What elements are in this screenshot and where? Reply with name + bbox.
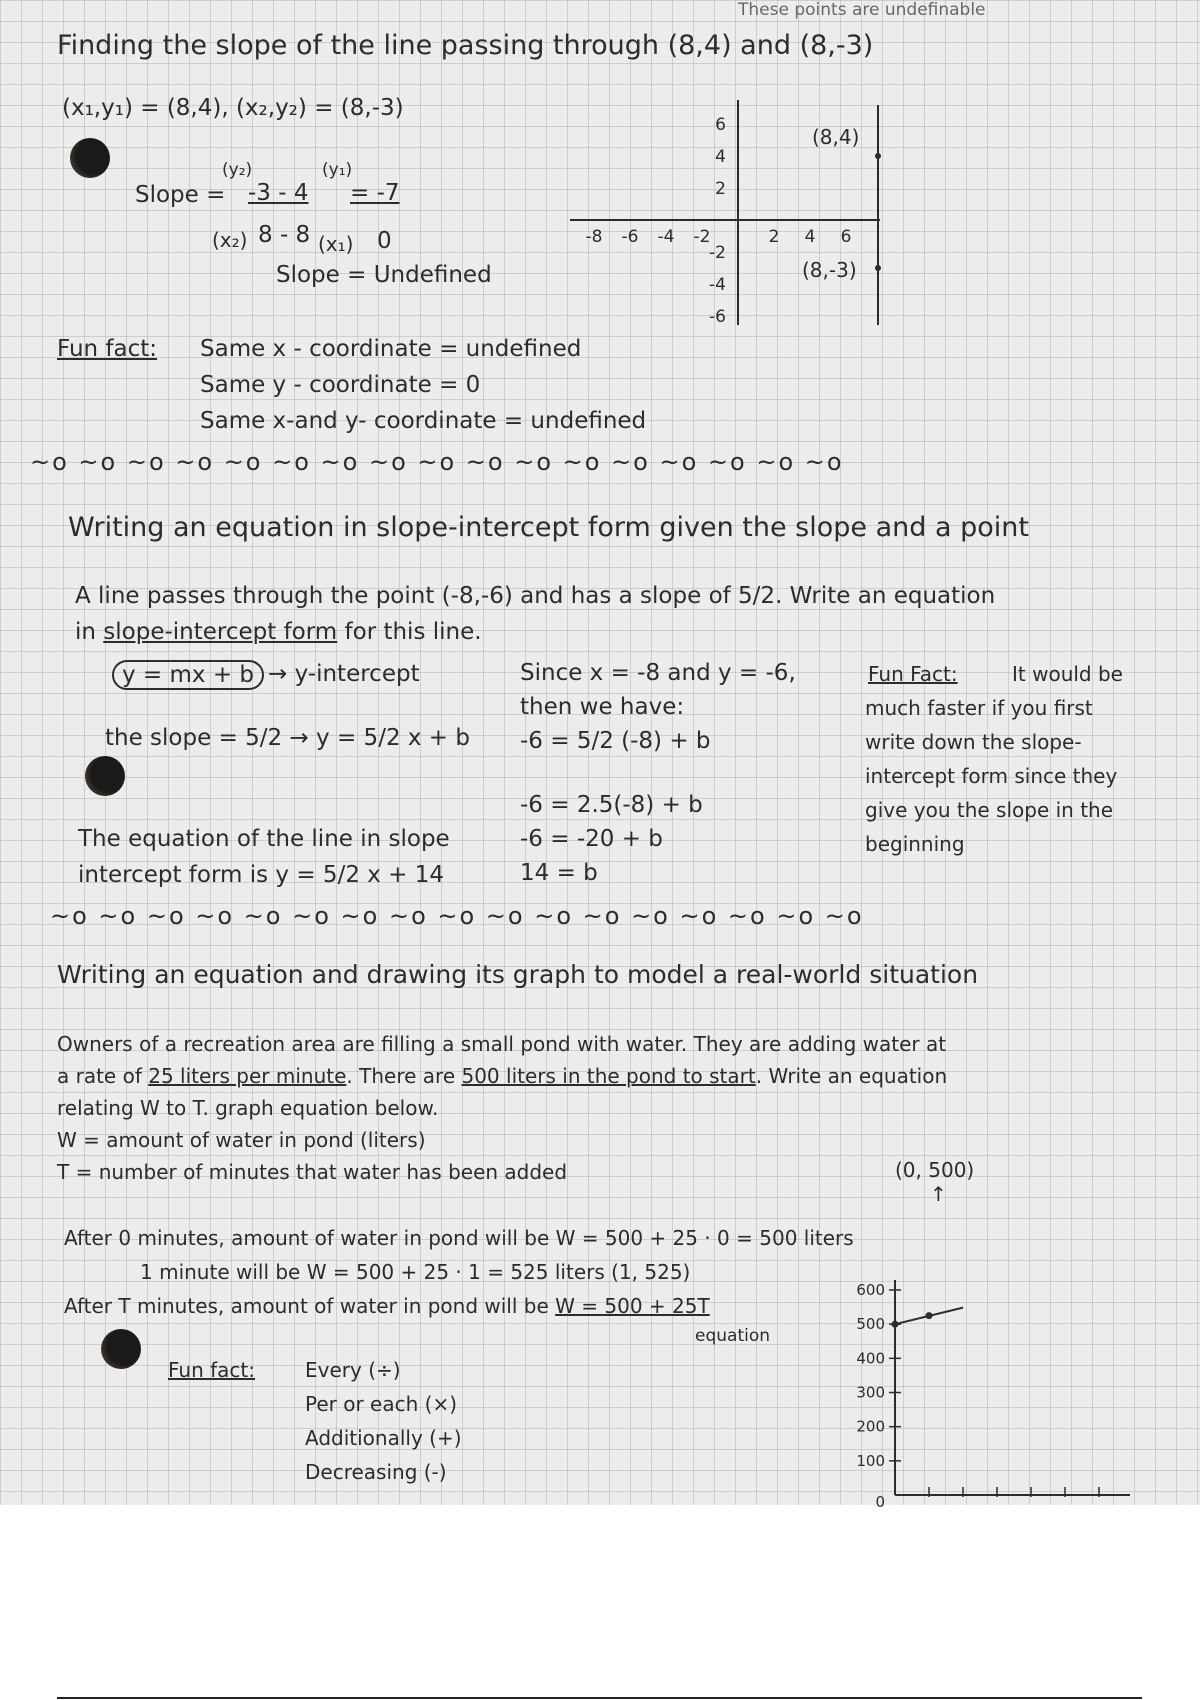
problem3-line-1: Owners of a recreation area are filling a small pond with water. They are adding water at [57, 1032, 947, 1056]
slope-denominator-result: 0 [377, 228, 392, 254]
x-tick-label: -6 [621, 227, 639, 247]
t-definition: T = number of minutes that water has been added [57, 1160, 568, 1184]
fun-fact-2-line: much faster if you first [865, 696, 1093, 720]
points-definition: (x₁,y₁) = (8,4), (x₂,y₂) = (8,-3) [62, 95, 404, 121]
section-divider: ~o ~o ~o ~o ~o ~o ~o ~o ~o ~o ~o ~o ~o ~o ~o ~o ~o [50, 902, 864, 930]
fun-fact-3-line: Every (÷) [305, 1358, 401, 1382]
after-t-minutes: After T minutes, amount of water in pond will be W = 500 + 25T [64, 1294, 710, 1318]
x-tick-label: -4 [657, 227, 675, 247]
fun-fact-2-line: give you the slope in the [865, 798, 1114, 822]
problem-line-1: A line passes through the point (-8,-6) and has a slope of 5/2. Write an equation [75, 583, 996, 609]
up-arrow-icon: ↑ [930, 1182, 947, 1206]
point-b-label: (8,-3) [802, 258, 857, 282]
fun-fact-2-line: It would be [1012, 662, 1123, 686]
after-0-minutes: After 0 minutes, amount of water in pond will be W = 500 + 25 · 0 = 500 liters [64, 1226, 854, 1250]
plot-point [875, 265, 881, 271]
fun-fact-2-line: write down the slope- [865, 730, 1082, 754]
fun-fact-label-2: Fun Fact: [868, 662, 958, 686]
section2-title: Writing an equation in slope-intercept form given the slope and a point [68, 512, 1029, 543]
x-tick-label: 4 [804, 227, 816, 247]
fun-fact-2-line: intercept form since they [865, 764, 1118, 788]
equation-tag: equation [695, 1326, 771, 1346]
work-line: -6 = 2.5(-8) + b [520, 792, 703, 818]
y-tick-label: 100 [856, 1451, 885, 1470]
work-line: then we have: [520, 694, 685, 720]
problem-line-2: in slope-intercept form for this line. [75, 619, 482, 645]
section1-title: Finding the slope of the line passing through (8,4) and (8,-3) [57, 30, 874, 61]
bottom-rule [57, 1697, 1142, 1699]
slope-label: Slope = [135, 182, 226, 208]
x-tick-label: -8 [585, 227, 603, 247]
y-tick-label: -2 [709, 243, 726, 263]
fun-fact-label-1: Fun fact: [57, 336, 158, 362]
x-tick-label: 2 [768, 227, 780, 247]
work-line: -6 = -20 + b [520, 826, 663, 852]
section3-title: Writing an equation and drawing its graph to model a real-world situation [57, 960, 979, 989]
binder-hole [101, 1329, 141, 1369]
x-tick-label: 6 [840, 227, 852, 247]
conclusion-line-2: intercept form is y = 5/2 x + 14 [78, 862, 445, 888]
fun-fact-3-line: Additionally (+) [305, 1426, 462, 1450]
fun-fact-1-line: Same y - coordinate = 0 [200, 372, 481, 398]
conclusion-line-1: The equation of the line in slope [78, 826, 450, 852]
y1-tag: (y₁) [322, 160, 353, 180]
work-line: -6 = 5/2 (-8) + b [520, 728, 711, 754]
origin-label: 0 [875, 1493, 885, 1511]
section-divider: ~o ~o ~o ~o ~o ~o ~o ~o ~o ~o ~o ~o ~o ~o ~o ~o ~o [30, 448, 844, 476]
x2-tag: (x₂) [212, 228, 248, 252]
y-tick-label: 300 [856, 1383, 885, 1402]
plot-point [875, 153, 881, 159]
y-tick-label: -6 [709, 307, 726, 327]
x1-tag: (x₁) [318, 232, 354, 256]
fun-fact-3-line: Per or each (×) [305, 1392, 458, 1416]
y-tick-label: 500 [856, 1315, 885, 1334]
work-line: Since x = -8 and y = -6, [520, 660, 796, 686]
slope-numerator-result: = -7 [350, 180, 400, 206]
problem3-line-3: relating W to T. graph equation below. [57, 1096, 439, 1120]
water-chart [840, 1265, 1140, 1511]
binder-hole [85, 756, 125, 796]
point-label-0-500: (0, 500) [895, 1158, 975, 1182]
slope-substitution: the slope = 5/2 → y = 5/2 x + b [105, 725, 470, 751]
y-tick-label: 4 [715, 147, 726, 167]
fun-fact-1-line: Same x-and y- coordinate = undefined [200, 408, 647, 434]
data-point [892, 1321, 899, 1328]
slope-intercept-formula: y = mx + b [112, 660, 264, 690]
top-note: These points are undefinable [738, 0, 986, 20]
slope-numerator: -3 - 4 [248, 180, 309, 206]
y-tick-label: 400 [856, 1349, 885, 1368]
fun-fact-label-3: Fun fact: [168, 1358, 255, 1382]
work-line: 14 = b [520, 860, 598, 886]
y2-tag: (y₂) [222, 160, 253, 180]
y-intercept-arrow: → y-intercept [268, 661, 420, 687]
fun-fact-3-line: Decreasing (-) [305, 1460, 447, 1484]
binder-hole [70, 138, 110, 178]
x-tick-label: -2 [693, 227, 711, 247]
after-1-minute: 1 minute will be W = 500 + 25 · 1 = 525 liters (1, 525) [140, 1260, 691, 1284]
y-tick-label: 6 [715, 115, 726, 135]
y-tick-label: 2 [715, 179, 726, 199]
slope-denominator: 8 - 8 [258, 222, 311, 248]
fun-fact-1-line: Same x - coordinate = undefined [200, 336, 582, 362]
y-tick-label: -4 [709, 275, 726, 295]
y-tick-label: 200 [856, 1417, 885, 1436]
slope-result: Slope = Undefined [276, 262, 492, 288]
w-definition: W = amount of water in pond (liters) [57, 1128, 426, 1152]
problem3-line-2: a rate of 25 liters per minute. There are 500 liters in the pond to start. Write an equation [57, 1064, 948, 1088]
point-a-label: (8,4) [812, 125, 860, 149]
y-tick-label: 600 [856, 1281, 885, 1299]
data-point [926, 1312, 933, 1319]
fun-fact-2-line: beginning [865, 832, 965, 856]
